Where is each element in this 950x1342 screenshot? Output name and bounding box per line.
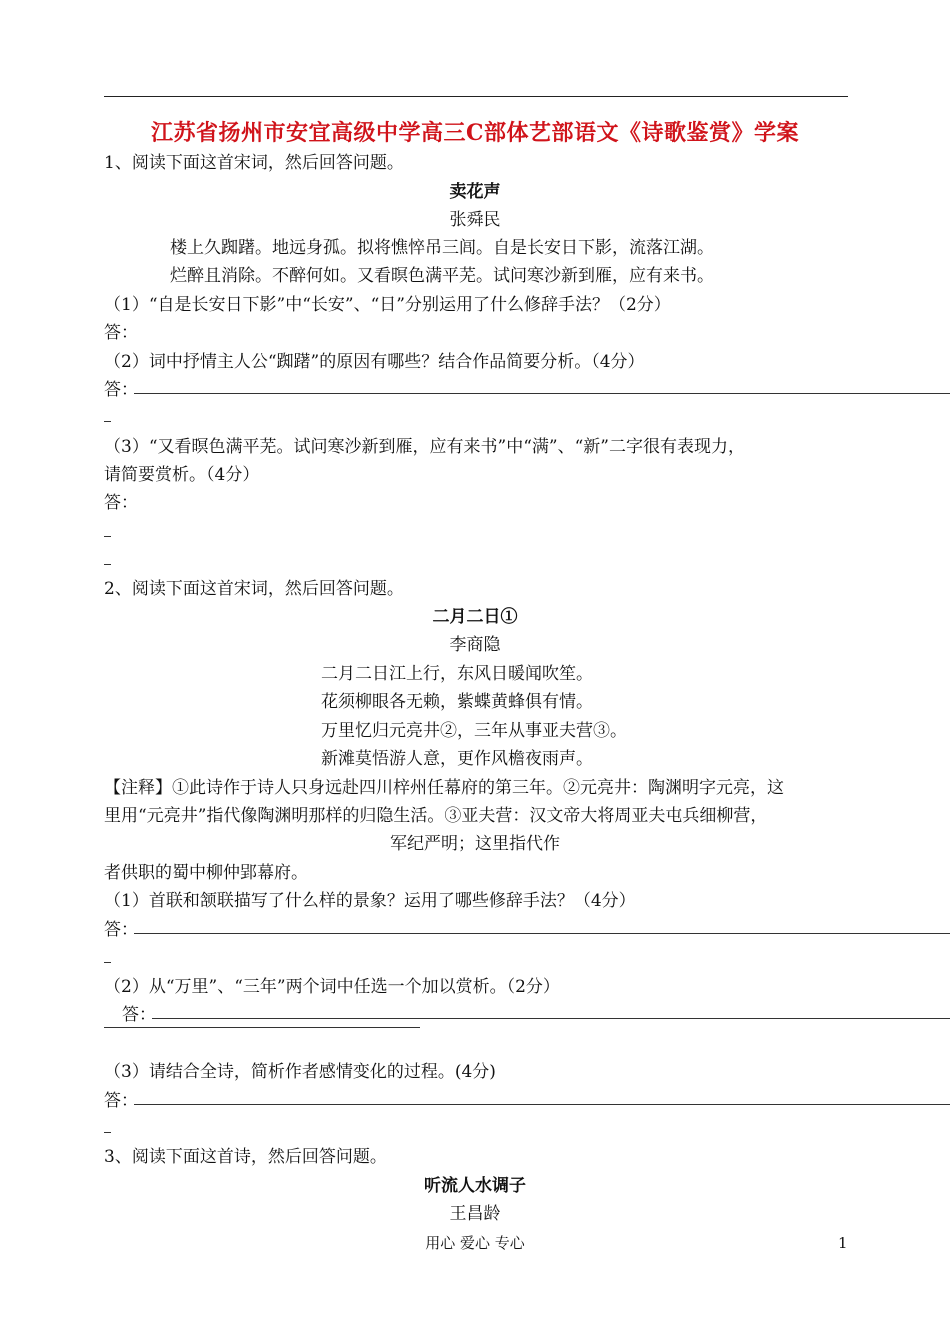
q1-author: 张舜民 xyxy=(449,210,501,230)
q2-note-line-3: 军纪严明；这里指代作 xyxy=(390,834,560,854)
q3-author: 王昌龄 xyxy=(449,1204,501,1224)
q2-answer-line-2b[interactable] xyxy=(104,1027,420,1028)
q2-answer-label-1: 答： xyxy=(104,920,138,940)
q2-intro: 2、阅读下面这首宋词，然后回答问题。 xyxy=(104,579,404,599)
q2-answer-line-1[interactable] xyxy=(134,933,950,934)
answer-dash xyxy=(104,962,111,963)
q1-subquestion-3-line-1: （3）“又看暝色满平芜。试问寒沙新到雁，应有来书”中“满”、“新”二字很有表现力， xyxy=(104,437,745,457)
q2-note-line-4: 者供职的蜀中柳仲郢幕府。 xyxy=(104,863,308,883)
q1-answer-label-2: 答： xyxy=(104,380,138,400)
q1-subquestion-2: （2）词中抒情主人公“踟躇”的原因有哪些？结合作品简要分析。（4分） xyxy=(104,352,645,372)
q1-answer-label-3: 答： xyxy=(104,493,138,513)
q2-note-line-2: 里用“元亮井”指代像陶渊明那样的归隐生活。③亚夫营：汉文帝大将周亚夫屯兵细柳营， xyxy=(104,806,768,826)
q2-answer-line-3[interactable] xyxy=(134,1104,950,1105)
q2-poem-line-1: 二月二日江上行，东风日暖闻吹笙。 xyxy=(321,664,593,684)
q2-poem-line-2: 花须柳眼各无赖，紫蝶黄蜂俱有情。 xyxy=(321,692,593,712)
q2-note-line-1: 【注释】①此诗作于诗人只身远赴四川梓州任幕府的第三年。②元亮井：陶渊明字元亮，这 xyxy=(104,778,784,798)
document-title: 江苏省扬州市安宜高级中学高三C部体艺部语文《诗歌鉴赏》学案 xyxy=(150,120,799,146)
q3-intro: 3、阅读下面这首诗，然后回答问题。 xyxy=(104,1147,387,1167)
q1-subquestion-3-line-2: 请简要赏析。（4分） xyxy=(104,465,260,485)
footer-text: 用心 爱心 专心 xyxy=(425,1234,525,1252)
q1-subquestion-1: （1）“自是长安日下影”中“长安”、“日”分别运用了什么修辞手法？（2分） xyxy=(104,295,671,315)
q2-poem-title: 二月二日① xyxy=(432,607,518,627)
q2-answer-label-2: 答： xyxy=(122,1005,156,1025)
q3-poem-title: 听流人水调子 xyxy=(424,1176,526,1196)
q2-answer-line-2[interactable] xyxy=(152,1018,950,1019)
page-number: 1 xyxy=(838,1234,848,1252)
q1-answer-line-2[interactable] xyxy=(134,393,950,394)
answer-dash xyxy=(104,536,111,537)
header-rule xyxy=(104,96,848,97)
answer-dash xyxy=(104,421,111,422)
q1-answer-label-1: 答： xyxy=(104,323,138,343)
q1-poem-line-2: 烂醉且消除。不醉何如。又看暝色满平芜。试问寒沙新到雁，应有来书。 xyxy=(170,266,714,286)
answer-dash xyxy=(104,1132,111,1133)
q1-poem-line-1: 楼上久踟躇。地远身孤。拟将憔悴吊三闾。自是长安日下影，流落江湖。 xyxy=(170,238,714,258)
q2-subquestion-2: （2）从“万里”、“三年”两个词中任选一个加以赏析。（2分） xyxy=(104,977,560,997)
answer-dash xyxy=(104,564,111,565)
q2-subquestion-1: （1）首联和颔联描写了什么样的景象？运用了哪些修辞手法？（4分） xyxy=(104,891,636,911)
q2-poem-line-4: 新滩莫悟游人意，更作风檐夜雨声。 xyxy=(321,749,593,769)
q2-subquestion-3: （3）请结合全诗，简析作者感情变化的过程。(4分) xyxy=(104,1062,496,1082)
q2-poem-line-3: 万里忆归元亮井②，三年从事亚夫营③。 xyxy=(321,721,627,741)
q2-answer-label-3: 答： xyxy=(104,1091,138,1111)
q2-author: 李商隐 xyxy=(449,635,501,655)
q1-intro: 1、阅读下面这首宋词，然后回答问题。 xyxy=(104,153,404,173)
q1-poem-title: 卖花声 xyxy=(449,182,501,202)
